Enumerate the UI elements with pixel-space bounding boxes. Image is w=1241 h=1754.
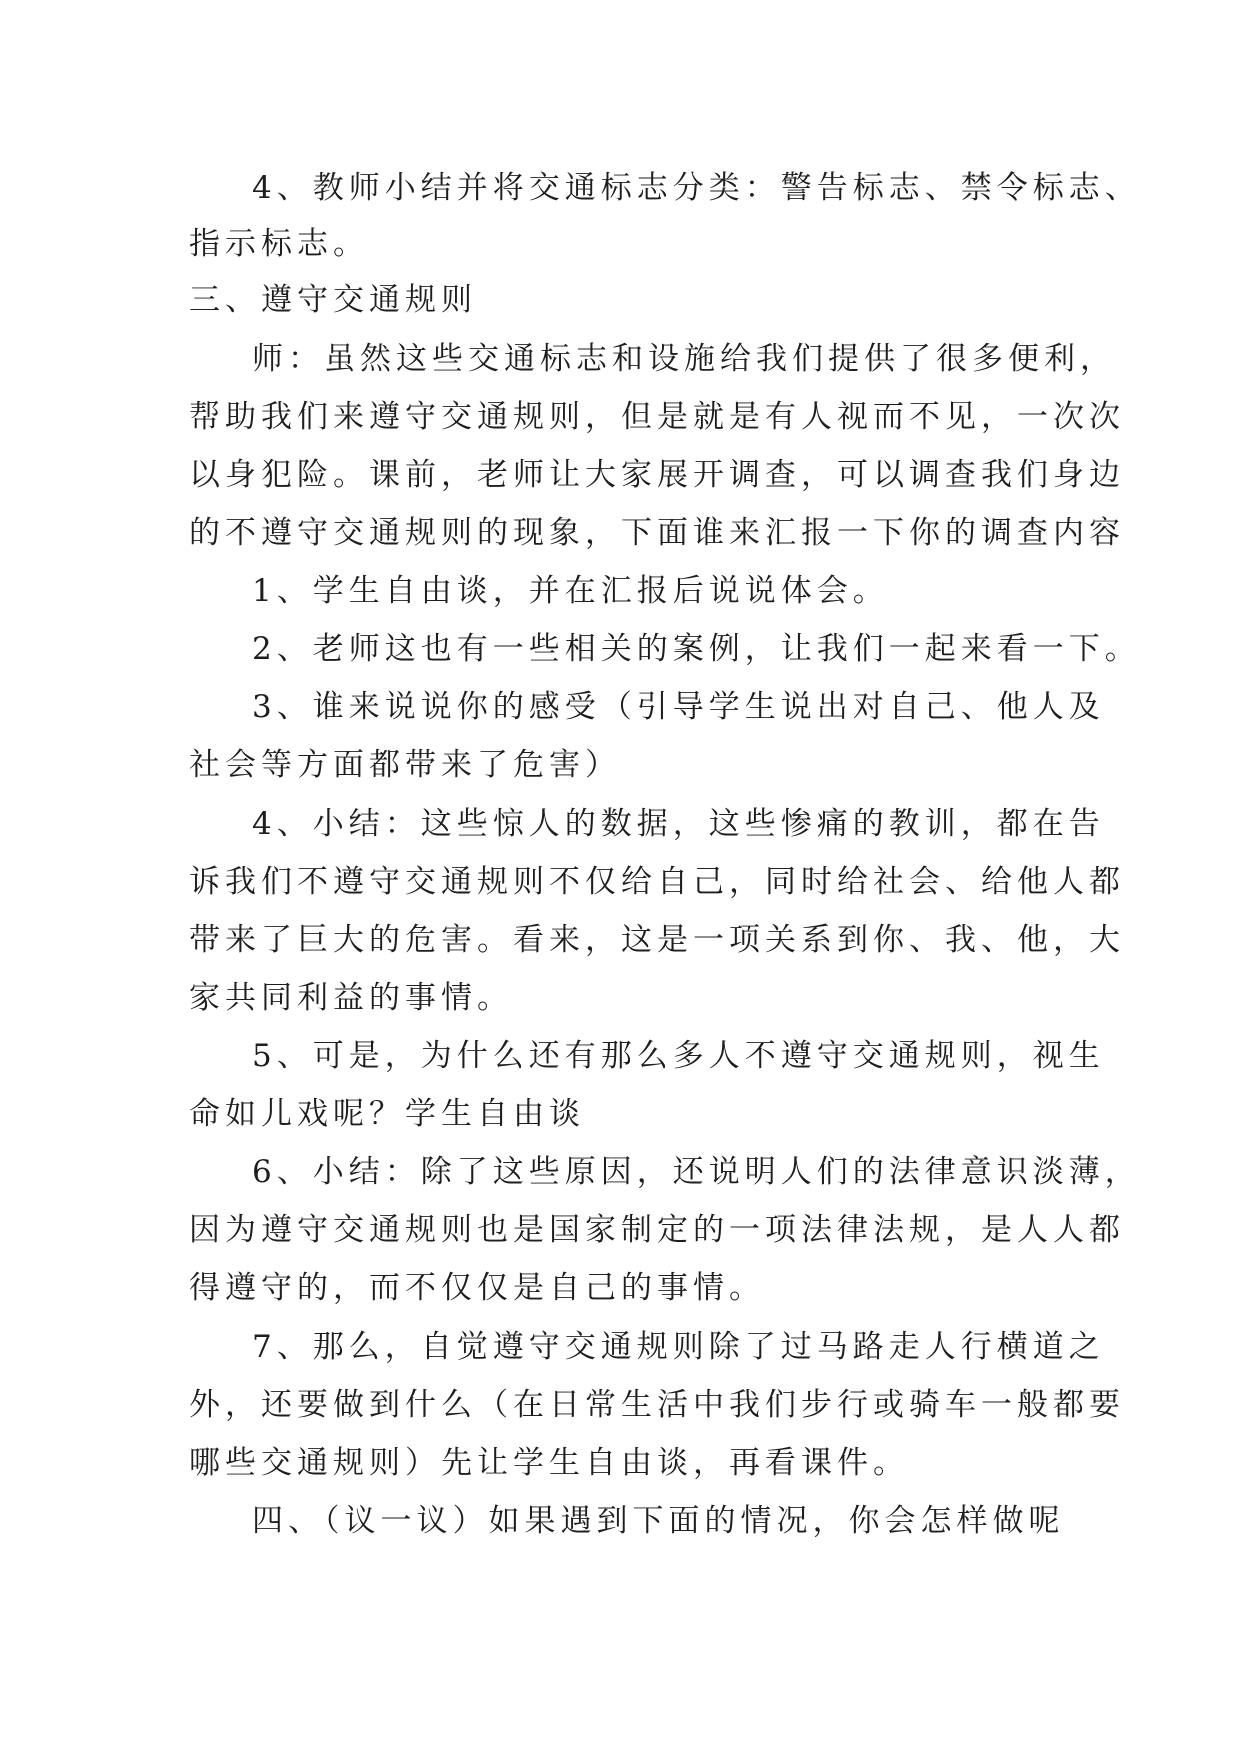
section-heading: 三、遵守交通规则 bbox=[189, 282, 477, 318]
text-line: 3、谁来说说你的感受（引导学生说出对自己、他人及 bbox=[252, 689, 1105, 725]
text-line: 7、那么，自觉遵守交通规则除了过马路走人行横道之 bbox=[252, 1329, 1105, 1365]
text-line: 5、可是，为什么还有那么多人不遵守交通规则，视生 bbox=[252, 1038, 1105, 1074]
text-line: 带来了巨大的危害。看来，这是一项关系到你、我、他，大 bbox=[189, 922, 1125, 958]
text-line: 外，还要做到什么（在日常生活中我们步行或骑车一般都要 bbox=[189, 1387, 1125, 1423]
text-line: 诉我们不遵守交通规则不仅给自己，同时给社会、给他人都 bbox=[189, 864, 1125, 900]
text-line: 6、小结：除了这些原因，还说明人们的法律意识淡薄， bbox=[252, 1154, 1141, 1190]
text-line: 以身犯险。课前，老师让大家展开调查，可以调查我们身边 bbox=[189, 457, 1125, 493]
text-line: 哪些交通规则）先让学生自由谈，再看课件。 bbox=[189, 1445, 909, 1481]
text-line: 1、学生自由谈，并在汇报后说说体会。 bbox=[252, 573, 889, 609]
text-line: 家共同利益的事情。 bbox=[189, 980, 513, 1016]
section-heading: 四、（议一议）如果遇到下面的情况，你会怎样做呢 bbox=[252, 1503, 1065, 1539]
text-line: 帮助我们来遵守交通规则，但是就是有人视而不见，一次次 bbox=[189, 399, 1125, 435]
text-line: 的不遵守交通规则的现象，下面谁来汇报一下你的调查内容 bbox=[189, 515, 1125, 551]
text-line: 2、老师这也有一些相关的案例，让我们一起来看一下。 bbox=[252, 631, 1141, 667]
text-line: 师：虽然这些交通标志和设施给我们提供了很多便利， bbox=[252, 341, 1116, 377]
text-line: 4、小结：这些惊人的数据，这些惨痛的教训，都在告 bbox=[252, 806, 1105, 842]
text-line: 因为遵守交通规则也是国家制定的一项法律法规，是人人都 bbox=[189, 1212, 1125, 1248]
text-line: 指示标志。 bbox=[189, 226, 369, 262]
text-line: 得遵守的，而不仅仅是自己的事情。 bbox=[189, 1270, 765, 1306]
text-line: 4、教师小结并将交通标志分类：警告标志、禁令标志、 bbox=[252, 170, 1141, 206]
text-line: 社会等方面都带来了危害） bbox=[189, 747, 621, 783]
text-line: 命如儿戏呢？学生自由谈 bbox=[189, 1096, 585, 1132]
